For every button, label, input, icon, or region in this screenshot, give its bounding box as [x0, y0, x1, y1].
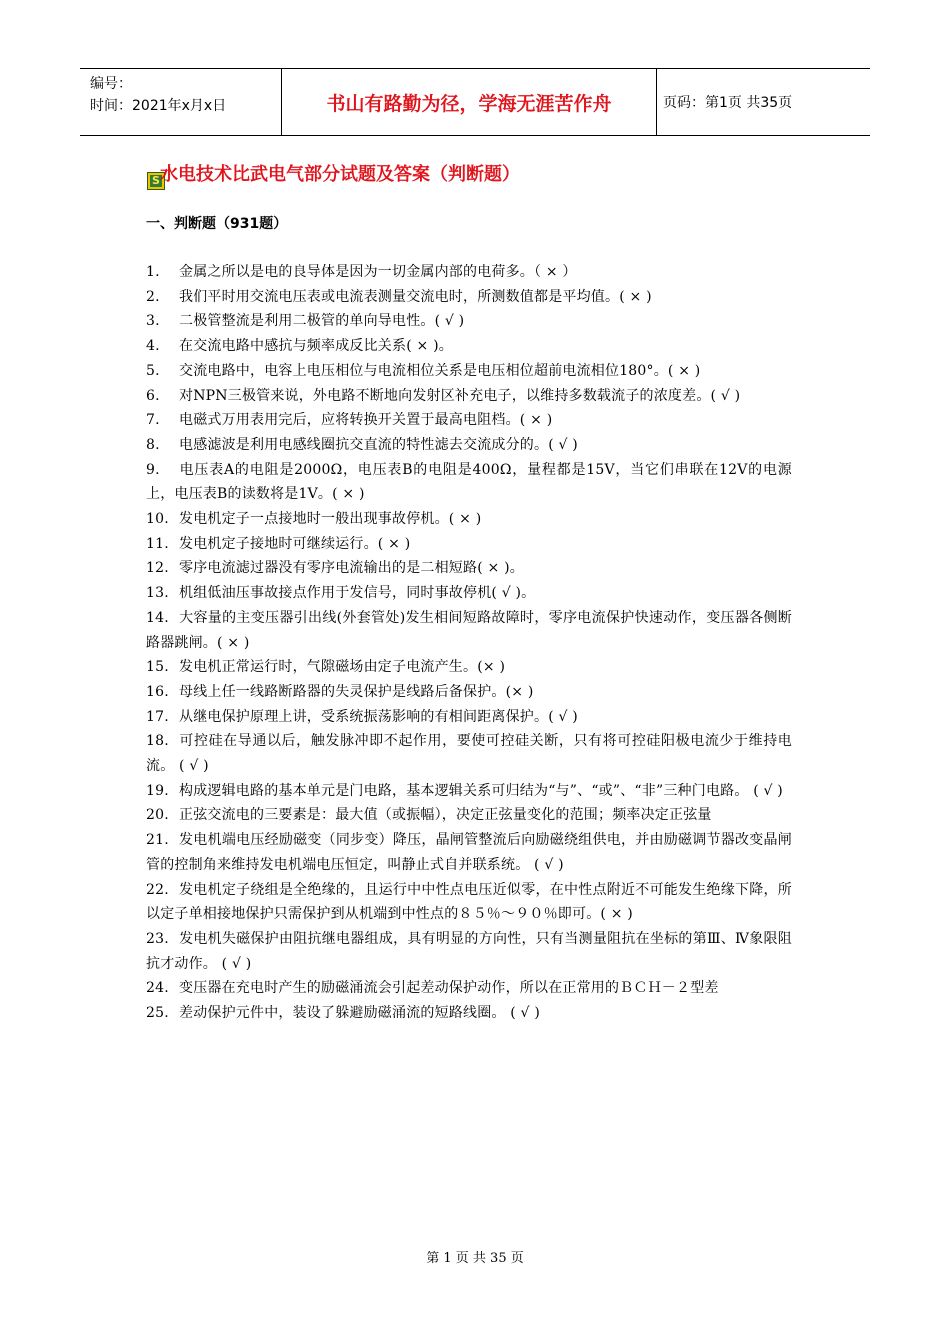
question-number: 17. [146, 708, 169, 725]
question-text: 发电机定子绕组是全绝缘的，且运行中中性点电压近似零，在中性点附近不可能发生绝缘下降，所以定子单相接地保护只需保护到从机端到中性点的８５％～９０％即可。( × ) [146, 881, 792, 923]
question-number: 25. [146, 1005, 169, 1022]
question-item [146, 927, 792, 976]
question-number: 14. [146, 609, 169, 626]
question-number: 13. [146, 585, 169, 602]
question-number: 1. [146, 264, 160, 280]
question-text: 大容量的主变压器引出线(外套管处)发生相间短路故障时，零序电流保护快速动作，变压器各侧断路器跳闸。( × ) [146, 609, 792, 651]
question-number: 19. [146, 782, 169, 799]
question-list [146, 260, 792, 1026]
section-heading: 一、判断题（931题） [146, 216, 288, 232]
question-text: 可控硅在导通以后，触发脉冲即不起作用，要使可控硅关断，只有将可控硅阳极电流少于维持电流。 ( √ ) [146, 733, 792, 775]
question-number: 24. [146, 980, 169, 997]
question-number: 15. [146, 659, 169, 676]
question-item [146, 705, 792, 730]
question-number: 7. [146, 412, 160, 429]
question-text: 发电机正常运行时，气隙磁场由定子电流产生。(× ) [179, 659, 506, 676]
question-number: 8. [146, 436, 160, 453]
question-text: 发电机端电压经励磁变（同步变）降压，晶闸管整流后向励磁绕组供电，并由励磁调节器改变晶闸管的控制角来维持发电机端电压恒定，叫静止式自并联系统。 ( √ ) [146, 832, 792, 873]
question-item [146, 680, 792, 705]
question-text: 母线上任一线路断路器的失灵保护是线路后备保护。(× ) [179, 683, 534, 700]
document-time-label: 时间：2021年x月x日 [90, 98, 227, 114]
question-item [146, 408, 792, 433]
question-text: 发电机定子接地时可继续运行。( × ) [179, 535, 411, 552]
question-item [146, 606, 792, 655]
question-item [146, 384, 792, 409]
question-text: 电压表A的电阻是2000Ω，电压表B的电阻是400Ω，量程都是15V，当它们串联在12V的电源上，电压表B的读数将是1V。( × ) [146, 461, 792, 503]
question-number: 20. [146, 807, 169, 824]
question-text: 发电机失磁保护由阻抗继电器组成，具有明显的方向性，只有当测量阻抗在坐标的第Ⅲ、Ⅳ象限阻抗才动作。 ( √ ) [146, 930, 792, 972]
question-text: 二极管整流是利用二极管的单向导电性。( √ ) [179, 313, 465, 330]
question-number: 22. [146, 881, 169, 898]
question-number: 4. [146, 338, 160, 355]
question-item [146, 260, 792, 285]
question-item [146, 976, 792, 1001]
question-text: 电感滤波是利用电感线圈抗交直流的特性滤去交流成分的。( √ ) [179, 436, 578, 453]
question-text: 构成逻辑电路的基本单元是门电路，基本逻辑关系可归结为“与”、“或”、“非”三种门电路。 ( √ ) [179, 782, 783, 799]
question-item [146, 532, 792, 557]
question-item [146, 1001, 792, 1026]
question-text: 电磁式万用表用完后，应将转换开关置于最高电阻档。( × ) [179, 412, 553, 429]
question-text: 在交流电路中感抗与频率成反比关系( × )。 [179, 338, 453, 355]
question-number: 21. [146, 832, 169, 849]
header-motto: 书山有路勤为径，学海无涯苦作舟 [282, 69, 657, 135]
question-item [146, 359, 792, 384]
question-item [146, 828, 792, 877]
question-item [146, 878, 792, 927]
question-number: 18. [146, 733, 169, 750]
question-number: 5. [146, 362, 160, 379]
header-info-cell [80, 69, 282, 135]
question-text: 我们平时用交流电压表或电流表测量交流电时，所测数值都是平均值。( × ) [179, 288, 652, 305]
question-item [146, 803, 792, 828]
question-text: 发电机定子一点接地时一般出现事故停机。( × ) [179, 511, 482, 528]
question-item [146, 655, 792, 680]
question-text: 机组低油压事故接点作用于发信号，同时事故停机( √ )。 [179, 585, 536, 602]
question-item [146, 458, 792, 507]
question-number: 12. [146, 560, 169, 577]
question-text: 变压器在充电时产生的励磁涌流会引起差动保护动作，所以在正常用的ＢＣＨ－２型差 [179, 980, 719, 997]
question-text: 差动保护元件中，装设了躲避励磁涌流的短路线圈。 ( √ ) [179, 1005, 540, 1022]
question-item [146, 433, 792, 458]
question-number: 16. [146, 683, 169, 700]
document-title: 水电技术比武电气部分试题及答案（判断题） [160, 164, 520, 185]
question-number: 9. [146, 461, 160, 478]
document-code-label: 编号： [90, 76, 132, 92]
question-item [146, 556, 792, 581]
question-text: 交流电路中，电容上电压相位与电流相位关系是电压相位超前电流相位180°。( × ) [179, 362, 701, 379]
question-text: 正弦交流电的三要素是：最大值（或振幅），决定正弦量变化的范围；频率决定正弦量 [179, 807, 712, 824]
question-number: 23. [146, 930, 169, 947]
question-item [146, 507, 792, 532]
question-text: 金属之所以是电的良导体是因为一切金属内部的电荷多。（ × ） [179, 264, 577, 280]
question-number: 3. [146, 313, 160, 330]
question-text: 对NPN三极管来说，外电路不断地向发射区补充电子，以维持多数载流子的浓度差。( √ ) [179, 387, 741, 404]
question-text: 零序电流滤过器没有零序电流输出的是二相短路( × )。 [179, 560, 524, 577]
question-item [146, 309, 792, 334]
page-footer: 第 1 页 共 35 页 [426, 1251, 524, 1266]
question-item [146, 334, 792, 359]
question-text: 从继电保护原理上讲，受系统振荡影响的有相间距离保护。( √ ) [179, 708, 578, 725]
question-number: 6. [146, 387, 160, 404]
question-number: 2. [146, 288, 160, 305]
question-item [146, 285, 792, 310]
question-item [146, 729, 792, 778]
question-number: 11. [146, 535, 169, 552]
document-logo-icon: S [147, 172, 165, 190]
question-item [146, 779, 792, 804]
header-page-number: 页码：第1页 共35页 [663, 95, 793, 111]
page-header [80, 68, 870, 136]
question-number: 10. [146, 511, 169, 528]
question-item [146, 581, 792, 606]
